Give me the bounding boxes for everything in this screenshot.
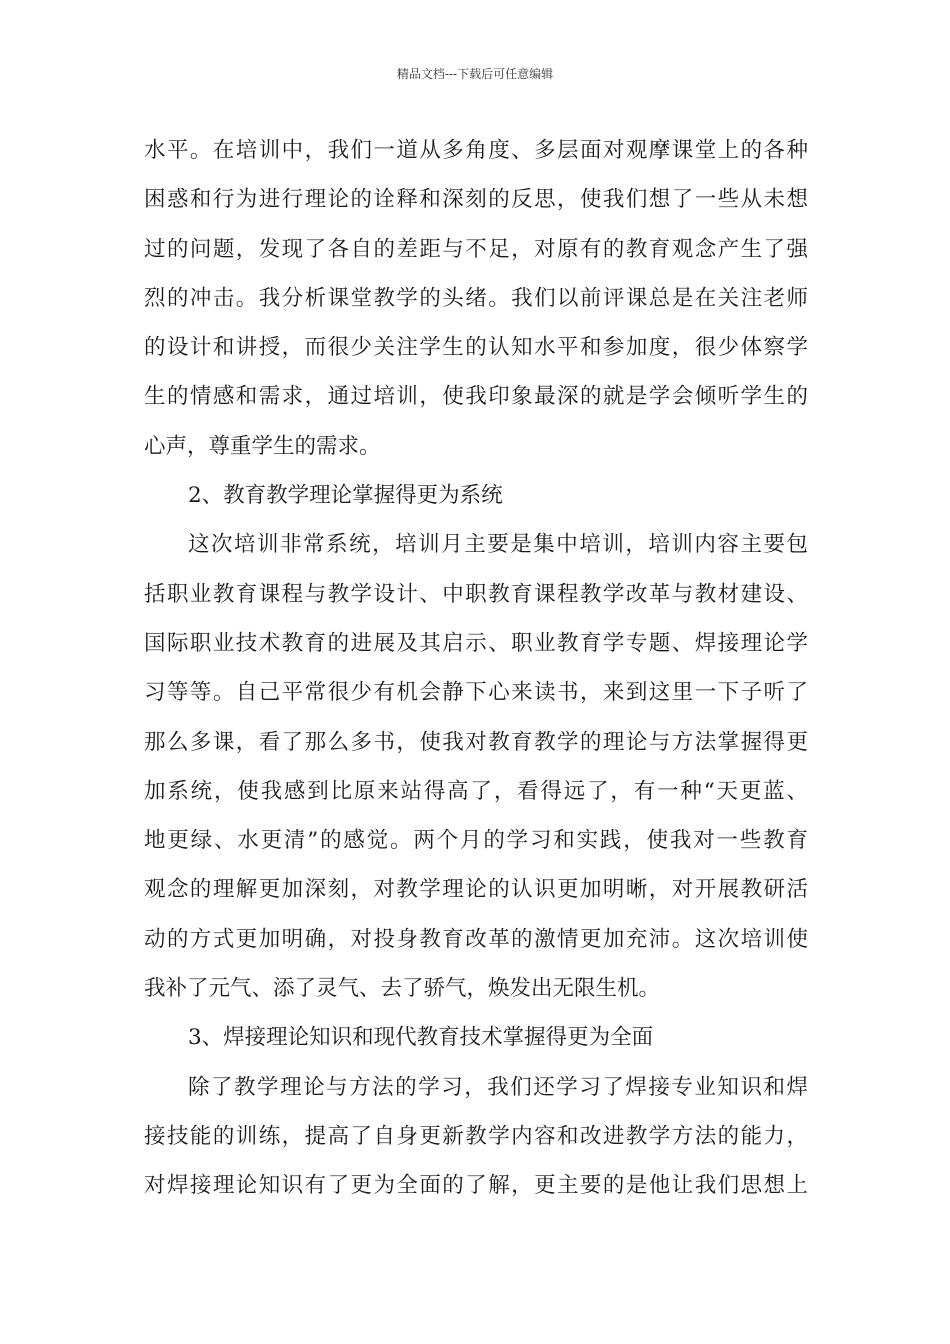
text-line: 生的情感和需求，通过培训，使我印象最深的就是学会倾听学生的 bbox=[144, 384, 808, 410]
text-line: 水平。在培训中，我们一道从多角度、多层面对观摩课堂上的各种 bbox=[144, 138, 808, 163]
text-line: 动的方式更加明确，对投身教育改革的激情更加充沛。这次培训使 bbox=[144, 926, 808, 952]
page-header: 精品文档---下载后可任意编辑 bbox=[396, 67, 554, 81]
text-line: 过的问题，发现了各自的差距与不足，对原有的教育观念产生了强 bbox=[144, 236, 808, 262]
text-line: 加系统，使我感到比原来站得高了，看得远了，有一种“天更蓝、 bbox=[144, 778, 808, 804]
text-line: 2、教育教学理论掌握得更为系统 bbox=[188, 483, 503, 509]
text-line: 的设计和讲授，而很少关注学生的认知水平和参加度，很少体察学 bbox=[144, 335, 808, 361]
text-line: 烈的冲击。我分析课堂教学的头绪。我们以前评课总是在关注老师 bbox=[144, 285, 808, 311]
text-line: 3、焊接理论知识和现代教育技术掌握得更为全面 bbox=[188, 1025, 654, 1051]
text-line: 括职业教育课程与教学设计、中职教育课程教学改革与教材建设、 bbox=[144, 581, 808, 607]
text-line: 地更绿、水更清”的感觉。两个月的学习和实践，使我对一些教育 bbox=[144, 828, 808, 854]
text-line: 对焊接理论知识有了更为全面的了解，更主要的是他让我们思想上 bbox=[144, 1173, 808, 1199]
text-line: 接技能的训练，提高了自身更新教学内容和改进教学方法的能力， bbox=[144, 1123, 808, 1149]
text-line: 这次培训非常系统，培训月主要是集中培训，培训内容主要包 bbox=[188, 532, 808, 558]
text-line: 国际职业技术教育的进展及其启示、职业教育学专题、焊接理论学 bbox=[144, 630, 808, 656]
text-line: 心声，尊重学生的需求。 bbox=[144, 433, 381, 459]
document-body bbox=[144, 126, 808, 1211]
text-line: 我补了元气、添了灵气、去了骄气，焕发出无限生机。 bbox=[144, 976, 661, 1002]
text-line: 习等等。自己平常很少有机会静下心来读书，来到这里一下子听了 bbox=[144, 680, 808, 706]
text-line: 除了教学理论与方法的学习，我们还学习了焊接专业知识和焊 bbox=[188, 1074, 808, 1100]
text-line: 困惑和行为进行理论的诠释和深刻的反思，使我们想了一些从未想 bbox=[144, 187, 808, 213]
text-line: 观念的理解更加深刻，对教学理论的认识更加明晰，对开展教研活 bbox=[144, 877, 808, 903]
text-line: 那么多课，看了那么多书，使我对教育教学的理论与方法掌握得更 bbox=[144, 729, 808, 755]
